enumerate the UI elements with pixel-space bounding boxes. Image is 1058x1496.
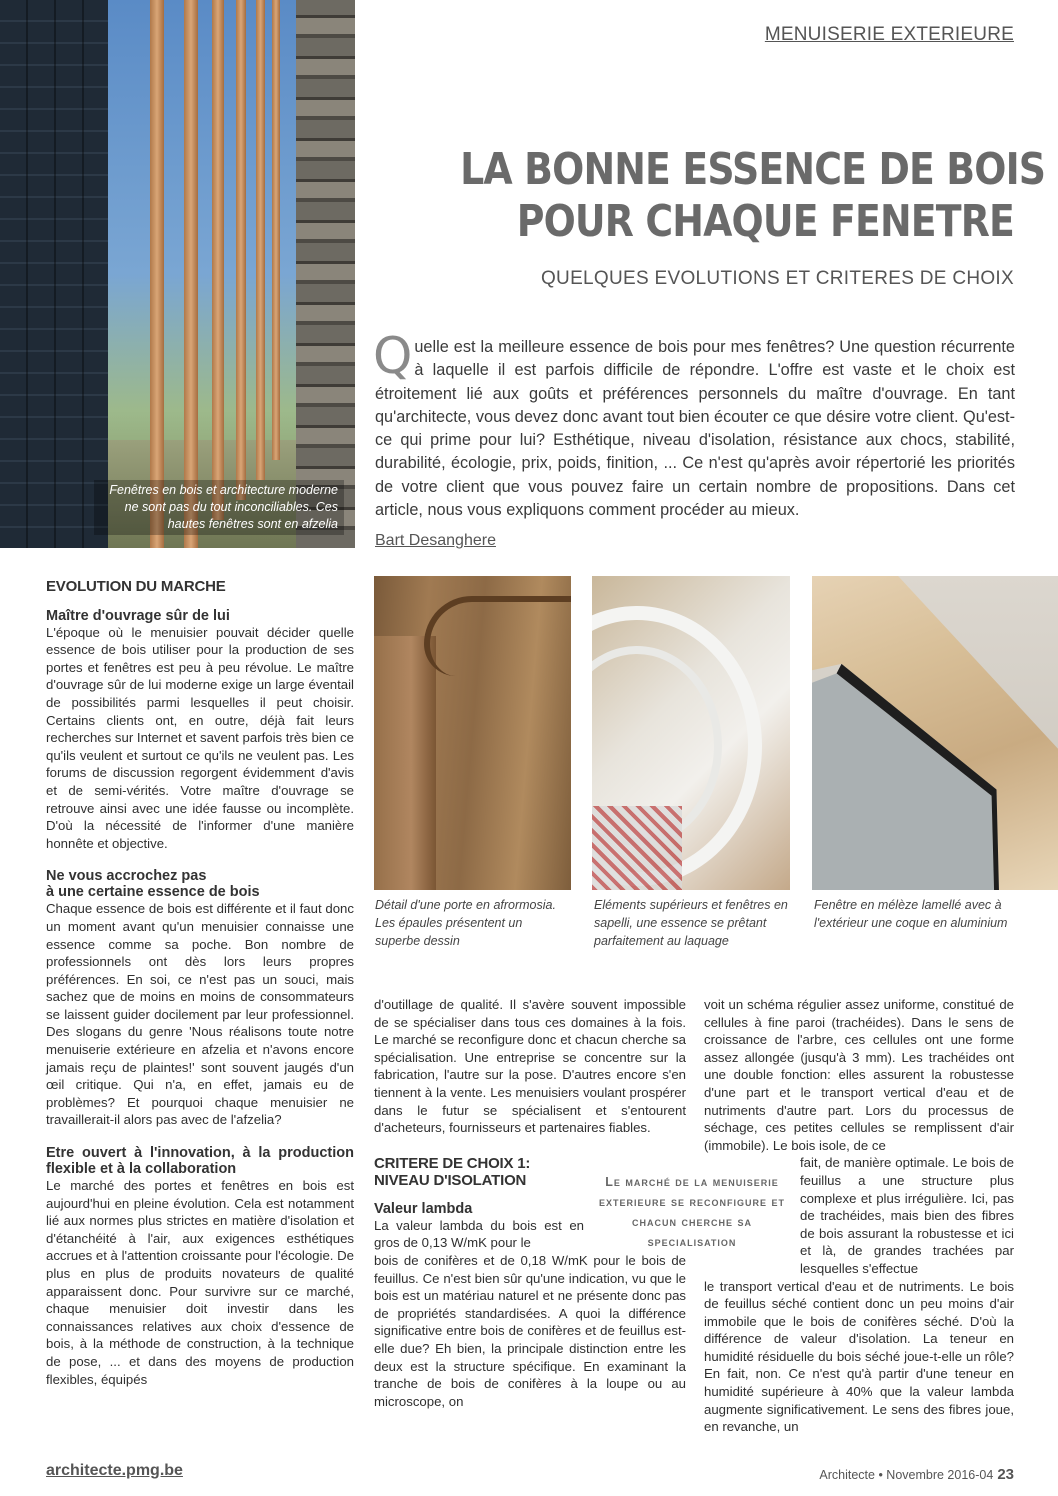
footer-url-link[interactable]: architecte.pmg.be [46,1462,183,1479]
photo-door-detail [374,576,571,890]
author-link[interactable]: Bart Desanghere [375,532,496,549]
photo-caption: Détail d'une porte en afrormosia. Les épaules présentent un superbe dessin [375,898,556,948]
section-heading-line: NIVEAU D'ISOLATION [374,1171,527,1189]
window-mullion [150,0,164,548]
footer-magazine [780,1466,1014,1483]
body-paragraph: Le marché des portes et fenêtres en bois est aujourd'hui en pleine évolution. Cela est notamment lié aux normes plus strictes en matière d'isolation et d'étanchéité à l'air, aux exigences esthétiques accrues et à l'attention croissante pour l'écologie. De plus en plus de produits novateurs de qualité apparaissent donc. Pour survivre sur ce marché, chaque menuisier doit investir dans les connaissances relatives aux choix d'essence de bois, à la méthode de construction, à la technique de pose, ... et dans des moyens de production flexibles, équipés [46,1178,354,1387]
lead-text: uelle est la meilleure essence de bois pour mes fenêtres? Une question récurrente à laquelle il est parfois difficile de répondre. L'offre est vaste et le choix est étroitement lié aux goûts et préférences personnels du maître d'ouvrage. En tant qu'architecte, vous devez donc avant tout bien écouter ce que désire votre client. Qu'est-ce qui prime pour lui? Esthétique, niveau d'isolation, résistance aux chocs, stabilité, durabilité, écologie, prix, poids, finition, ... Ce n'est qu'après avoir répertorié les priorités de votre client que vous pouvez faire un certain nombre de propositions. Dans cet article, nous vous expliquons comment procéder au mieux. [375,338,1015,520]
door-moulding [424,596,571,676]
drop-cap: Q [373,327,413,385]
window-mullion [212,0,224,520]
background-rack [592,806,682,890]
subheading: Etre ouvert à l'innovation, à la production flexible et à la collaboration [46,1145,354,1178]
subheading: Valeur lambda [374,1200,473,1217]
body-paragraph: fait, de manière optimale. Le bois de feuillus a une structure plus complexe et plus irrégulière. Ici, pas de trachéides, mais bien des fibres de bois assurant la robustesse et ici et là, de grandes trachées par lesquelles s'effectue [800,1155,1014,1276]
title-line: POUR CHAQUE FENETRE [516,196,1014,247]
article-title [460,144,1046,248]
section-tag: MENUISERIE EXTERIEURE [764,24,1014,45]
lead-paragraph [373,327,1015,522]
body-paragraph: L'époque où le menuisier pouvait décider quelle essence de bois utiliser pour la production de ses portes et fenêtres est peu à peu révolue. Le maître d'ouvrage sûr de lui moderne exige un large éventail de possibilités parmi lesquelles il peut choisir. Certains clients ont, en outre, déjà fait leurs recherches sur Internet et savent parfois très bien ce qu'ils veulent et surtout ce qu'ils ne veulent pas. Les forums de discussion regorgent évidemment d'avis et de semi-vérités. Votre maître d'ouvrage se retrouve ainsi avec une idée fausse ou incomplète. D'où la nécessité de l'informer d'une manière honnête et objective. [46,624,354,851]
section-heading: EVOLUTION DU MARCHE [46,578,226,595]
body-paragraph: d'outillage de qualité. Il s'avère souvent impossible de se spécialiser dans tous ces domaines à la fois. Le marché se reconfigure donc et chacun cherche sa spécialisation. Une entreprise se concentre sur la fabrication, l'autre sur la pose. D'autres encore s'en tiennent à la vente. Les menuisiers voulant prospérer dans le futur se spécialisent et s'entourent d'acheteurs, fournisseurs et partenaires fiables. [374,997,686,1136]
page-number: 23 [997,1466,1014,1483]
article-subtitle: QUELQUES EVOLUTIONS ET CRITERES DE CHOIX [540,268,1014,289]
window-mullion [184,0,198,548]
body-paragraph: le transport vertical d'eau et de nutriments. Le bois de feuillus séché contient donc un peu moins d'air immobile que le bois de conifères séché. D'où la différence de valeur d'isolation. La teneur en humidité résiduelle du bois séché joue-t-elle un rôle? En fait, non. Ce n'est qu'à partir d'une teneur en humidité supérieure à 40% que la valeur lambda augmente significativement. Le sens des fibres joue, en revanche, un [704,1278,1014,1435]
body-paragraph: bois de conifères et de 0,18 W/mK pour le bois de feuillus. Ce n'est bien sûr qu'une indication, vu que le bois est un matériau naturel et ne présente donc pas de propriétés standardisées. A quoi la différence significative entre bois de conifères et de feuillus est-elle due? Eh bien, la principale distinction entre les deux est la structure spécifique. En examinant la tranche de bois de conifères à la loupe ou au microscope, on [374,1252,686,1409]
window-mullion [272,0,280,460]
window-mullion [256,0,265,480]
photo-arched-windows [592,576,790,890]
subheading-line: Ne vous accrochez pas [46,868,207,885]
photo-larch-window [812,576,1058,890]
photo-caption: Eléments supérieurs et fenêtres en sapelli, une essence se prêtant parfaitement au laquage [594,898,788,948]
column-3 [704,996,1014,1436]
door-panel [374,636,436,890]
body-paragraph: La valeur lambda du bois est en gros de 0,13 W/mK pour le [374,1217,584,1251]
hero-caption: Fenêtres en bois et architecture moderne ne sont pas du tout inconciliables. Ces hautes fenêtres sont en afzelia [94,480,344,535]
title-line: LA BONNE ESSENCE DE BOIS [460,144,1046,195]
section-heading-line: CRITERE DE CHOIX 1: [374,1154,531,1172]
subheading: Maître d'ouvrage sûr de lui [46,607,230,624]
pull-quote: Le marché de la menuiserie exterieure se reconfigure et chacun cherche sa specialisation [599,1175,785,1249]
body-paragraph: Chaque essence de bois est différente et il faut donc un moment avant qu'un menuisier connaisse une essence comme sa poche. Bon nombre de professionnels ont dès lors leurs propres préférences. En soi, ce n'est pas un souci, mais sachez que de moins en moins de consommateurs se laissent guider docilement par leur professionnel. Des slogans du genre 'Nous réalisons toute notre menuiserie extérieure en afzelia et n'avons encore jamais reçu de plaintes!' sont souvent jaugés d'un œil critique. Qui n'a, en effet, jamais eu de problèmes? Et pourquoi chaque menuisier ne travaillerait-il alors pas avec de l'afzelia? [46,901,354,1128]
hero-photo [0,0,355,548]
subheading-line: à une certaine essence de bois [46,884,260,901]
column-1 [46,578,354,1388]
slate-wall [0,0,108,548]
stone-wall [296,0,355,548]
subheading [46,868,354,900]
body-paragraph: voit un schéma régulier assez uniforme, constitué de cellules à fine paroi (trachéides). Dans le sens de croissance de l'arbre, ces cellules ont une forme assez allongée (jusqu'à 3 mm). Les trachéides ont une double fonction: elles assurent la robustesse d'une part et le transport vertical d'eau et de nutriments d'autre part. Lors du processus de séchage, ces petites cellules se remplissent d'air (immobile). Le bois isole, de ce [704,997,1014,1153]
photo-caption: Fenêtre en mélèze lamellé avec à l'extérieur une coque en aluminium [814,898,1008,930]
window-mullion [236,0,246,500]
magazine-issue: Architecte • Novembre 2016-04 [819,1468,994,1482]
